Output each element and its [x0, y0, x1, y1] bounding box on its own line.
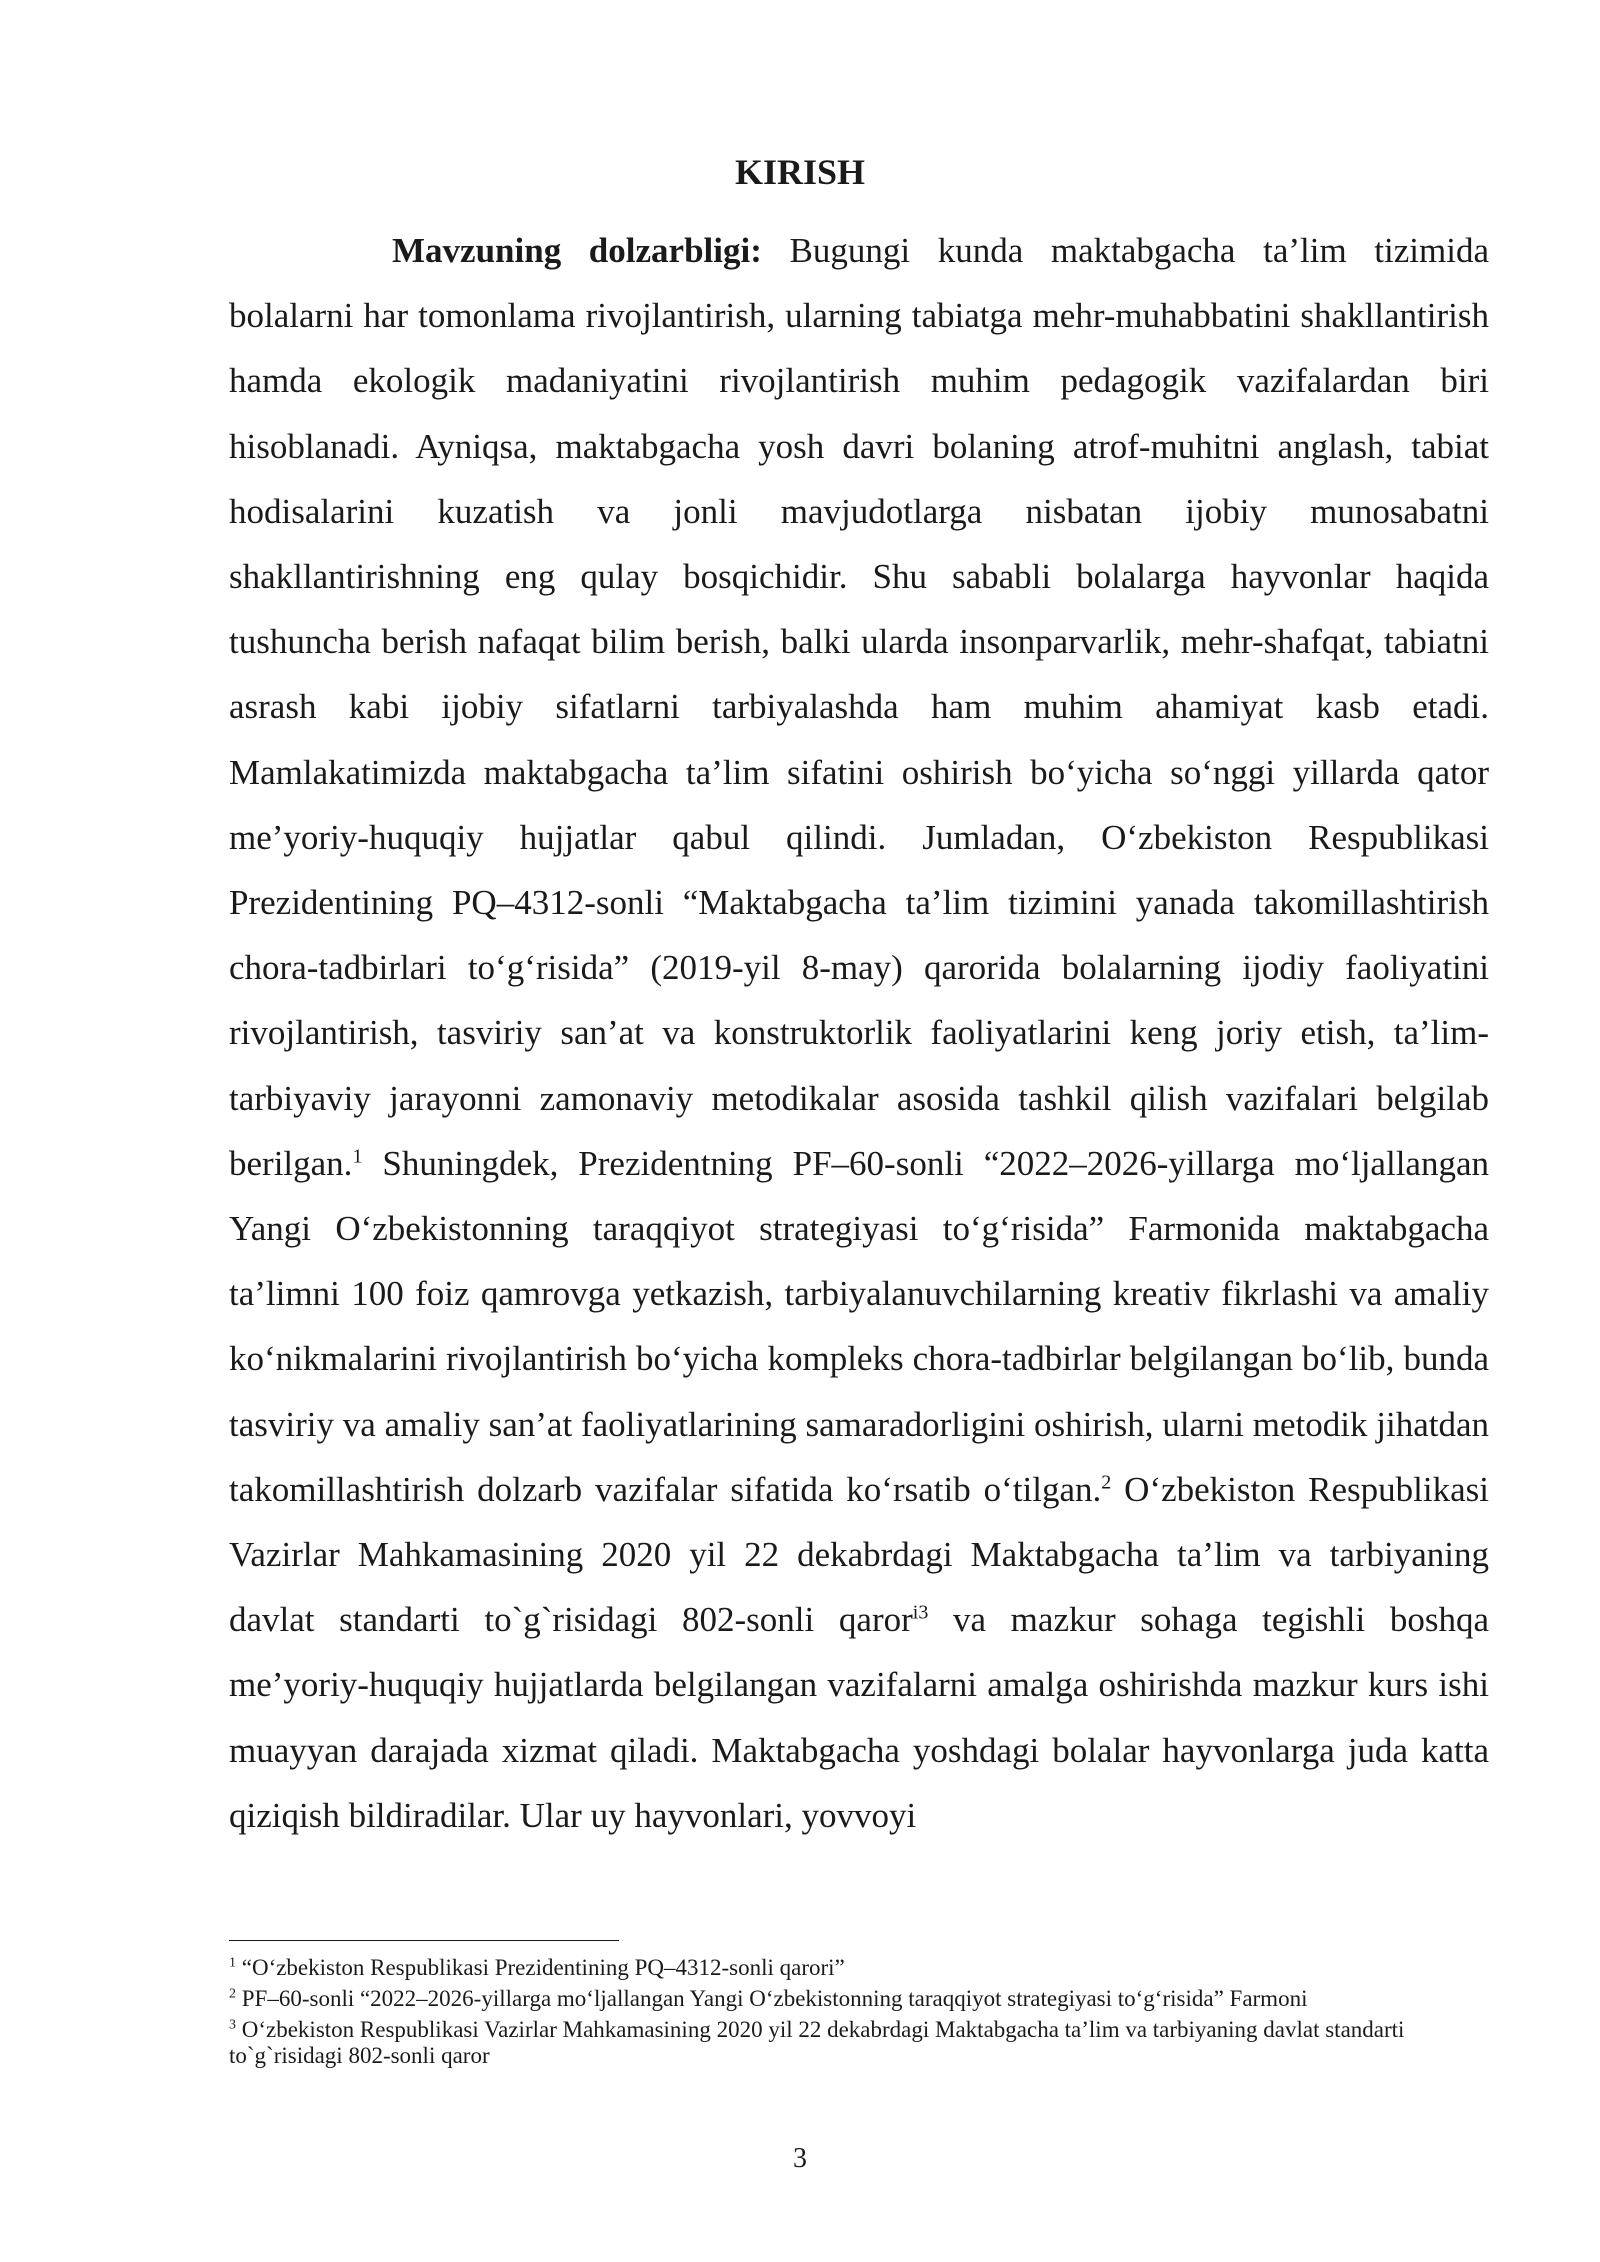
paragraph-text-3: O‘zbekiston Respublikasi Vazirlar Mahkamasining 2020 yil 22 dekabrdagi Maktabgacha ta’lim va tarbiyaning davlat standarti to`g`risidagi 802-sonli qaror	[229, 1469, 1489, 1640]
page-heading: KIRISH	[734, 152, 866, 192]
footnote-number: 3	[229, 2017, 236, 2033]
footnote-1	[229, 1955, 1489, 1981]
footnote-ref-2[interactable]: 2	[1101, 1471, 1112, 1494]
page-number: 3	[793, 2143, 807, 2174]
footnote-ref-3[interactable]: i3	[912, 1601, 929, 1624]
footnote-text: O‘zbekiston Respublikasi Vazirlar Mahkamasining 2020 yil 22 dekabrdagi Maktabgacha ta’lim va tarbiyaning davlat standarti to`g`risidagi 802-sonli qaror	[229, 2017, 1405, 2068]
footnote-ref-1[interactable]: 1	[352, 1145, 363, 1168]
body-paragraph	[229, 218, 1489, 1848]
footnote-number: 2	[229, 1986, 236, 2002]
footnote-text: PF–60-sonli “2022–2026-yillarga mo‘ljallangan Yangi O‘zbekistonning taraqqiyot strategiyasi to‘g‘risida” Farmoni	[236, 1986, 1308, 2011]
footnote-text: “O‘zbekiston Respublikasi Prezidentining PQ–4312-sonli qarori”	[236, 1955, 845, 1980]
paragraph-lead: Mavzuning dolzarbligi:	[392, 231, 762, 270]
paragraph-text-1: Bugungi kunda maktabgacha ta’lim tizimida bolalarni har tomonlama rivojlantirish, ularning tabiatga mehr-muhabbatini shakllantirish hamda ekologik madaniyatini rivojlantirish muhim pedagogik vazifalardan biri hisoblanadi. Ayniqsa, maktabgacha yosh davri bolaning atrof-muhitni anglash, tabiat hodisalarini kuzatish va jonli mavjudotlarga nisbatan ijobiy munosabatni shakllantirishning eng qulay bosqichidir. Shu sababli bolalarga hayvonlar haqida tushuncha berish nafaqat bilim berish, balki ularda insonparvarlik, mehr-shafqat, tabiatni asrash kabi ijobiy sifatlarni tarbiyalashda ham muhim ahamiyat kasb etadi. Mamlakatimizda maktabgacha ta’lim sifatini oshirish bo‘yicha so‘nggi yillarda qator me’yoriy-huquqiy hujjatlar qabul qilindi. Jumladan, O‘zbekiston Respublikasi Prezidentining PQ–4312-sonli “Maktabgacha ta’lim tizimini yanada takomillashtirish chora-tadbirlari to‘g‘risida” (2019-yil 8-may) qarorida bolalarning ijodiy faoliyatini rivojlantirish, tasviriy san’at va konstruktorlik faoliyatlarini keng joriy etish, ta’lim-tarbiyaviy jarayonni zamonaviy metodikalar asosida tashkil qilish vazifalari belgilab berilgan.	[229, 231, 1489, 1183]
footnote-separator	[229, 1940, 619, 1941]
footnotes-section	[229, 1955, 1489, 2074]
footnote-2	[229, 1986, 1489, 2012]
paragraph-text-2: Shuningdek, Prezidentning PF–60-sonli “2022–2026-yillarga mo‘ljallangan Yangi O‘zbekistonning taraqqiyot strategiyasi to‘g‘risida” Farmonida maktabgacha ta’limni 100 foiz qamrovga yetkazish, tarbiyalanuvchilarning kreativ fikrlashi va amaliy ko‘nikmalarini rivojlantirish bo‘yicha kompleks chora-tadbirlar belgilangan bo‘lib, bunda tasviriy va amaliy san’at faoliyatlarining samaradorligini oshirish, ularni metodik jihatdan takomillashtirish dolzarb vazifalar sifatida ko‘rsatib o‘tilgan.	[229, 1143, 1489, 1509]
footnote-number: 1	[229, 1955, 236, 1971]
footnote-3	[229, 2017, 1489, 2069]
paragraph-text-4: va mazkur sohaga tegishli boshqa me’yoriy-huquqiy hujjatlarda belgilangan vazifalarni amalga oshirishda mazkur kurs ishi muayyan darajada xizmat qiladi. Maktabgacha yoshdagi bolalar hayvonlarga juda katta qiziqish bildiradilar. Ular uy hayvonlari, yovvoyi	[229, 1600, 1489, 1835]
